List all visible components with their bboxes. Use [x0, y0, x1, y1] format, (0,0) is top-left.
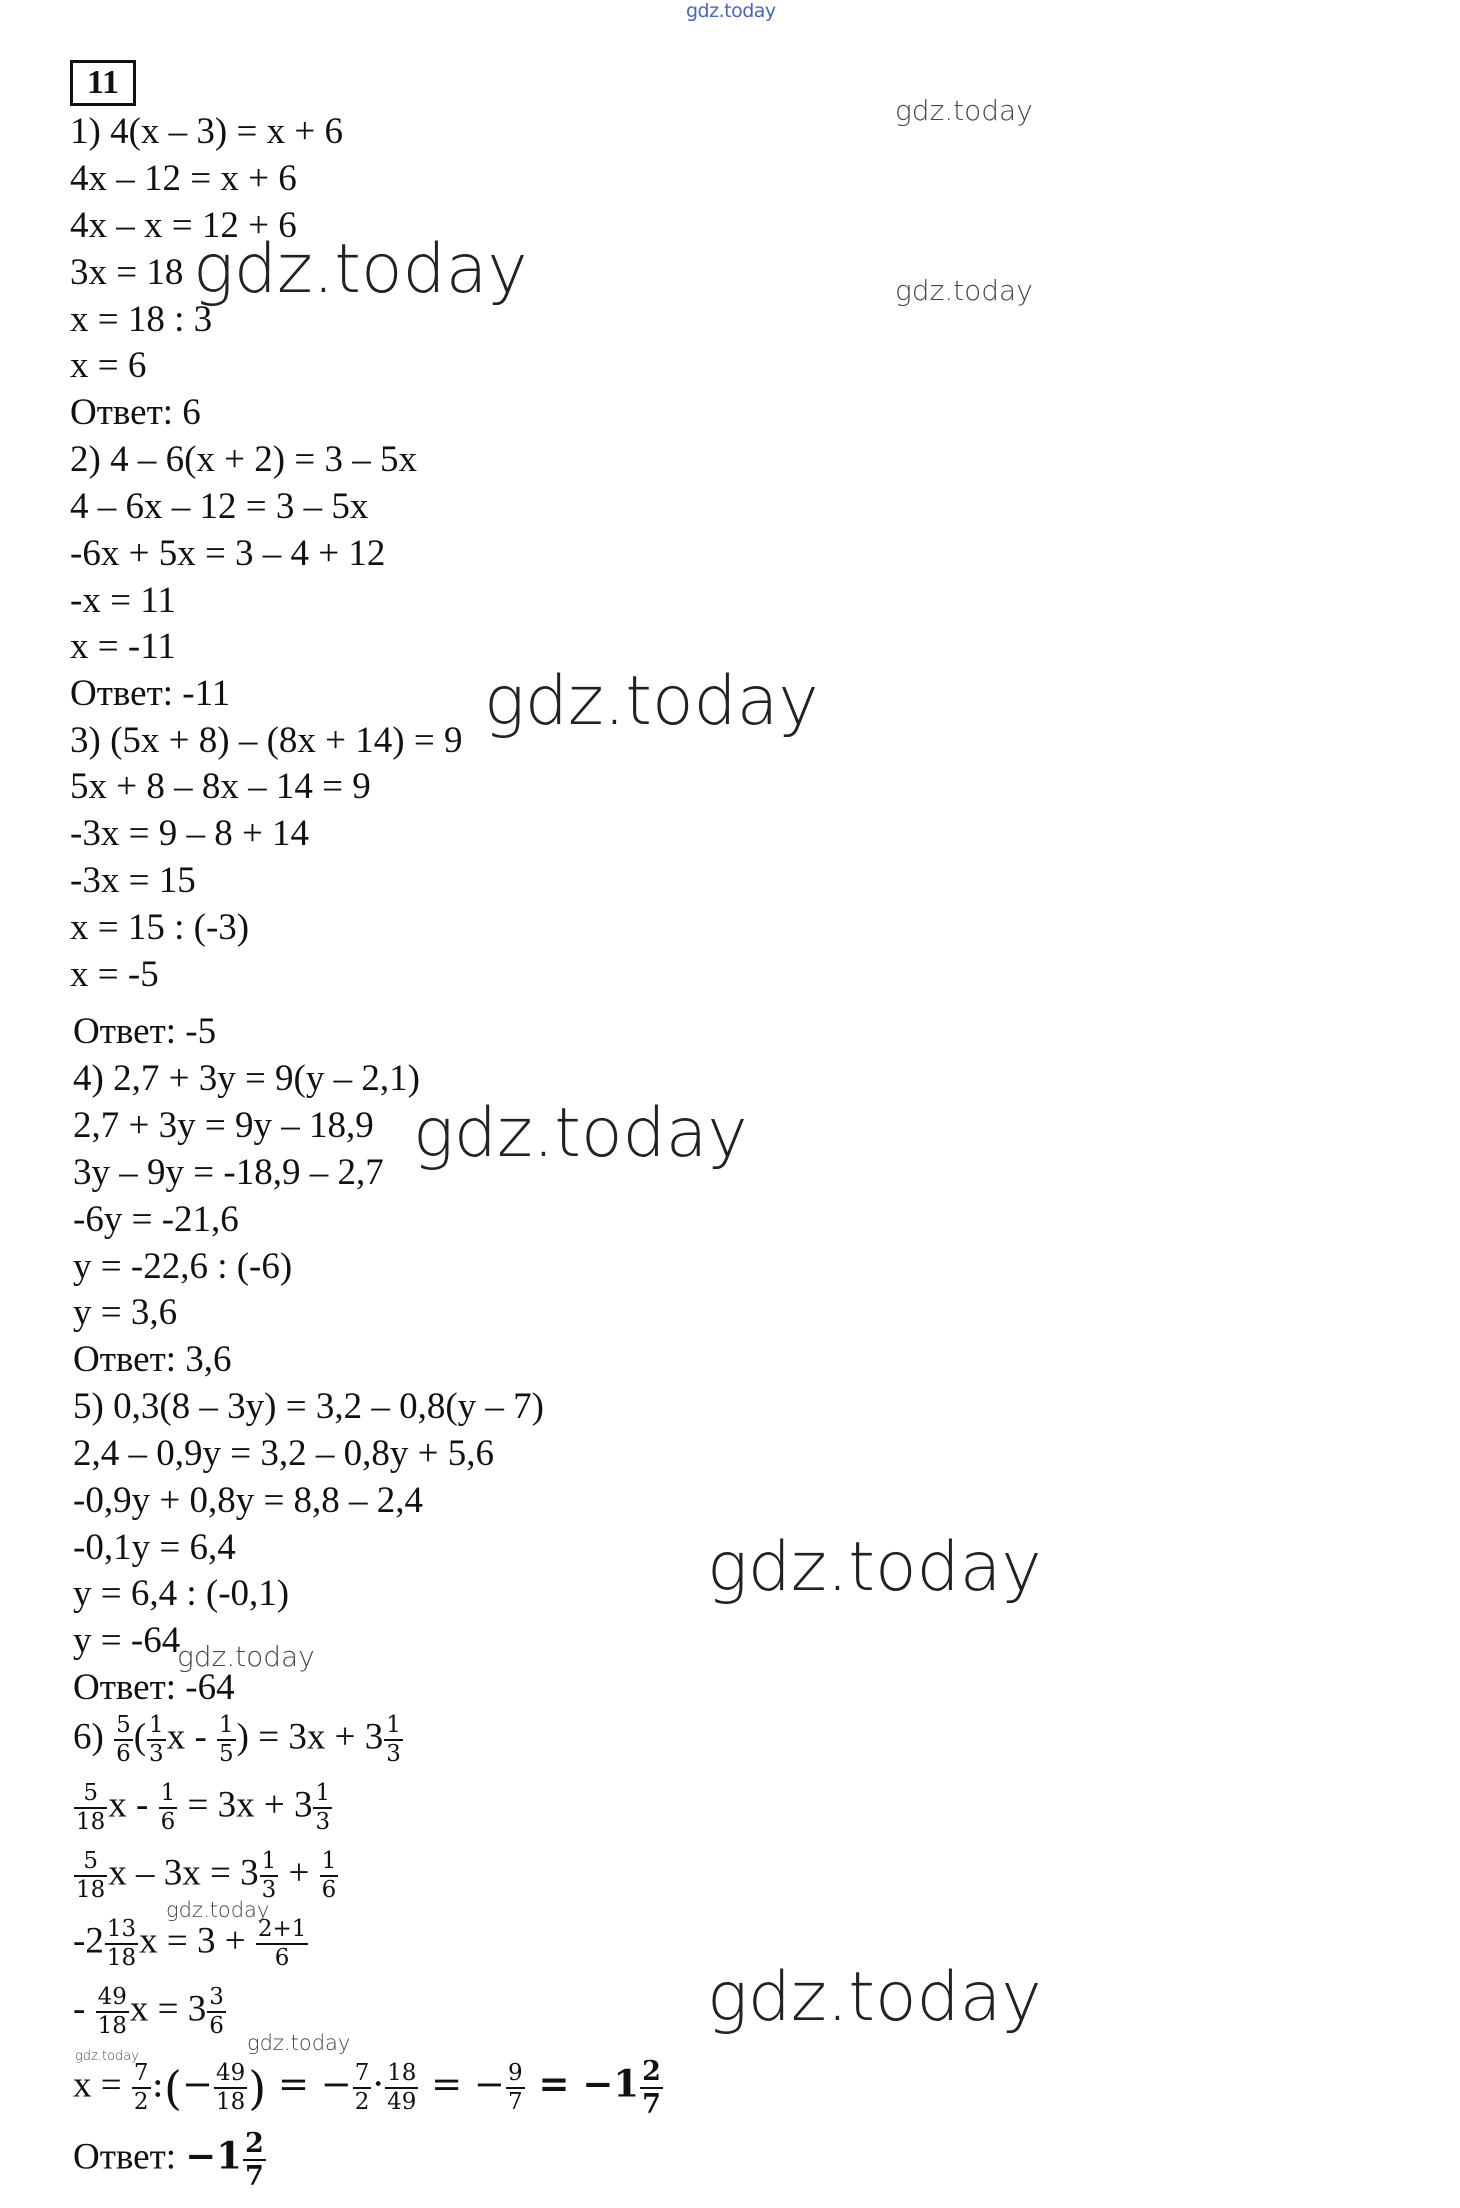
- fraction: $\frac{1}{3}$: [315, 1780, 331, 1835]
- solution-line: -0,9y + 0,8y = 8,8 – 2,4: [73, 1480, 424, 1521]
- fraction: $\frac{9}{7}$: [507, 2060, 523, 2115]
- fraction: $\frac{18}{49}$: [387, 2060, 417, 2115]
- task-number-box: 11: [70, 60, 136, 106]
- answer-line: Ответ: 3,6: [73, 1339, 232, 1380]
- fraction: $\frac{1}{3}$: [261, 1848, 277, 1903]
- solution-line: 5) 0,3(8 – 3y) = 3,2 – 0,8(y – 7): [73, 1386, 544, 1427]
- solution-line: 3) (5x + 8) – (8x + 14) = 9: [70, 720, 463, 761]
- fraction: $\frac{5}{6}$: [116, 1712, 131, 1767]
- solution-line: -0,1y = 6,4: [73, 1527, 236, 1568]
- watermark: gdz.today: [247, 2031, 351, 2055]
- solution-line: y = 3,6: [73, 1292, 178, 1333]
- watermark: gdz.today: [707, 1958, 1042, 2037]
- answer-line: Ответ: 6: [70, 392, 201, 433]
- fraction: $\frac{5}{18}$: [76, 1780, 106, 1835]
- fraction: $\frac{49}{18}$: [97, 1984, 127, 2039]
- solution-line: y = -22,6 : (-6): [73, 1246, 293, 1287]
- fraction: $\frac{13}{18}$: [106, 1916, 137, 1971]
- solution-line: x = -5: [70, 954, 159, 995]
- fraction: $\frac{1}{3}$: [149, 1712, 164, 1767]
- solution-line: 4x – 12 = x + 6: [70, 158, 297, 199]
- watermark: gdz.today: [177, 1640, 315, 1673]
- solution-line: -3x = 15: [70, 860, 196, 901]
- solution-line: x = -11: [70, 626, 176, 667]
- watermark: gdz.today: [707, 1528, 1042, 1607]
- solution-line: 3y – 9y = -18,9 – 2,7: [73, 1152, 384, 1193]
- fraction-line-6: x = $\frac{7}{2}$ :(− $\frac{49}{18}$ ) = − $\frac{7}{2}$ · $\frac{18}{49}$ = − $\frac{9}{7}$ = −1 $\frac{2}{7}$: [73, 2056, 661, 2120]
- solution-line: 4) 2,7 + 3y = 9(y – 2,1): [73, 1058, 420, 1099]
- solution-line: 4x – x = 12 + 6: [70, 205, 297, 246]
- fraction: $\frac{7}{2}$: [354, 2060, 370, 2115]
- watermark: gdz.today: [413, 1094, 748, 1173]
- answer-line: Ответ: -5: [73, 1011, 217, 1052]
- fraction: $\frac{5}{18}$: [76, 1848, 106, 1903]
- solution-line: 1) 4(x – 3) = x + 6: [70, 111, 343, 152]
- solution-line: x = 15 : (-3): [70, 907, 250, 948]
- fraction: $\frac{2+1}{6}$: [257, 1916, 307, 1971]
- solution-line: 4 – 6x – 12 = 3 – 5x: [70, 486, 369, 527]
- solution-line: y = -64: [73, 1620, 181, 1661]
- fraction-line-5: - $\frac{49}{18}$ x = 3 $\frac{3}{6}$: [73, 1984, 224, 2039]
- fraction: $\frac{2}{7}$: [245, 2128, 264, 2192]
- solution-line: 3x = 18: [70, 252, 184, 293]
- fraction-line-1: 6) $\frac{5}{6}$ ( $\frac{1}{3}$ x - $\frac{1}{5}$ ) = 3x + 3 $\frac{1}{3}$: [73, 1712, 401, 1767]
- solution-line: y = 6,4 : (-0,1): [73, 1573, 290, 1614]
- fraction: $\frac{3}{6}$: [209, 1984, 224, 2039]
- fraction-line-2: $\frac{5}{18}$ x - $\frac{1}{6}$ = 3x + 3 $\frac{1}{3}$: [76, 1780, 331, 1835]
- fraction: $\frac{1}{6}$: [160, 1780, 176, 1835]
- final-answer: Ответ: −1 $\frac{2}{7}$: [73, 2128, 264, 2192]
- fraction-line-3: $\frac{5}{18}$ x – 3x = 3 $\frac{1}{3}$ + $\frac{1}{6}$: [76, 1848, 337, 1903]
- solution-line: 2,7 + 3y = 9y – 18,9: [73, 1105, 374, 1146]
- watermark: gdz.today: [166, 1898, 270, 1922]
- top-watermark: gdz.today: [686, 0, 776, 22]
- solution-line: -6x + 5x = 3 – 4 + 12: [70, 533, 386, 574]
- answer-line: Ответ: -11: [70, 673, 231, 714]
- fraction: $\frac{1}{6}$: [321, 1848, 337, 1903]
- watermark: gdz.today: [895, 94, 1033, 127]
- solution-line: x = 6: [70, 345, 147, 386]
- fraction: $\frac{7}{2}$: [133, 2060, 149, 2115]
- fraction: $\frac{49}{18}$: [215, 2060, 246, 2115]
- solution-line: -3x = 9 – 8 + 14: [70, 813, 310, 854]
- watermark: gdz.today: [193, 230, 528, 309]
- watermark: gdz.today: [75, 2049, 139, 2064]
- watermark: gdz.today: [895, 274, 1033, 307]
- fraction-line-4: -2 $\frac{13}{18}$ x = 3 + $\frac{2+1}{6}$: [73, 1916, 307, 1971]
- solution-line: -6y = -21,6: [73, 1199, 239, 1240]
- answer-line: Ответ: -64: [73, 1667, 235, 1708]
- solution-line: -x = 11: [70, 580, 176, 621]
- solution-line: 2) 4 – 6(x + 2) = 3 – 5x: [70, 439, 417, 480]
- solution-line: x = 18 : 3: [70, 299, 213, 340]
- watermark: gdz.today: [484, 662, 819, 741]
- fraction: $\frac{1}{5}$: [219, 1712, 234, 1767]
- solution-line: 5x + 8 – 8x – 14 = 9: [70, 766, 371, 807]
- solution-line: 2,4 – 0,9y = 3,2 – 0,8y + 5,6: [73, 1433, 494, 1474]
- fraction: $\frac{1}{3}$: [386, 1712, 401, 1767]
- fraction: $\frac{2}{7}$: [642, 2056, 661, 2120]
